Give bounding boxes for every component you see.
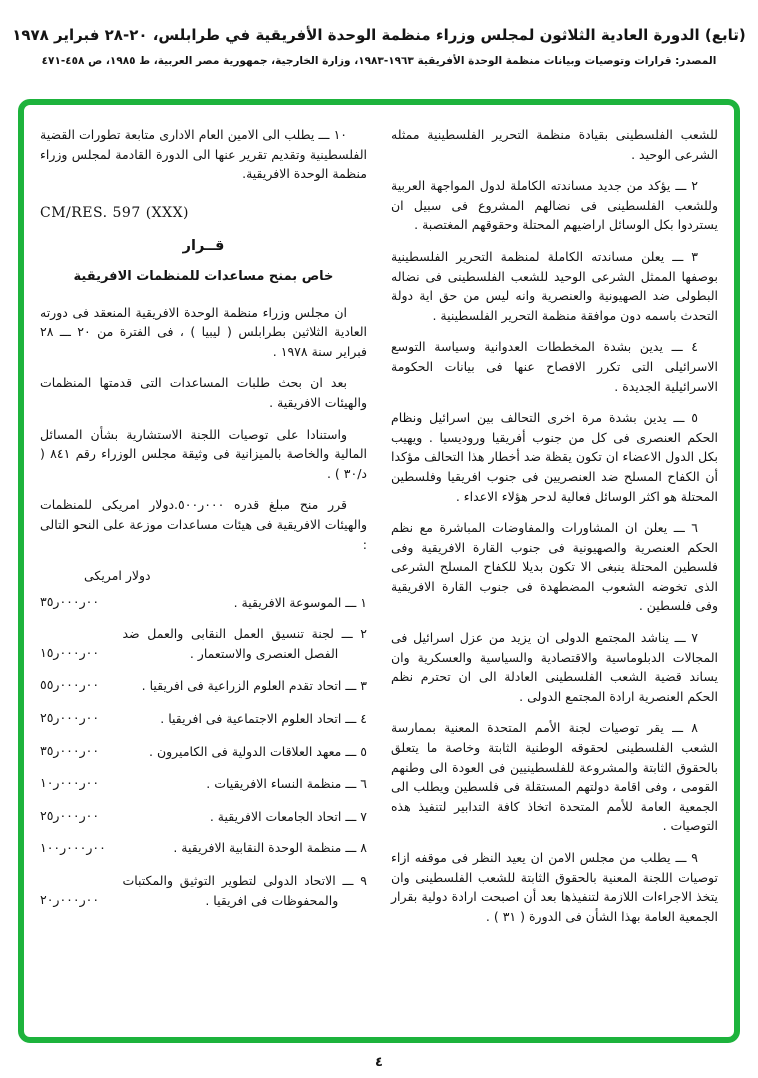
grant-label: ٥ ـــ معهد العلاقات الدولية فى الكاميرون . [149,743,367,759]
grant-label: ١ ـــ الموسوعة الافريقية . [233,594,367,610]
grant-amount: ١٠٠ر٠٠٠ر٠٠ [40,840,106,856]
left-column [40,125,367,1027]
grant-row [40,708,367,729]
paragraph-session: ان مجلس وزراء منظمة الوحدة الافريقية المنعقد فى دورته العادية الثلاثين بطرابلس ( ليبيا ) ، فى الفترة من ٢٠ ـــ ٢٨ فبراير سنة ١٩٧٨ . [40,304,368,359]
grant-row [40,624,367,663]
paragraph-basis: واستنادا على توصيات اللجنة الاستشارية بشأن المسائل المالية والخاصة بالميزانية فى وثيقة مجلس الوزراء رقم ٨٤١ ( د/٣٠ ) . [40,426,367,481]
grant-amount: ١٠ر٠٠٠ر٠٠ [40,775,100,791]
grant-label: ٢ ـــ لجنة تنسيق العمل النقابى والعمل ضد الفصل العنصرى والاستعمار . [122,626,367,661]
paragraph-10: ١٠ ـــ يطلب الى الامين العام الادارى متابعة تطورات القضية الفلسطينية وتقديم تقرير عنها الى الدورة القادمة لمجلس وزراء منظمة الوحدة الافريقية. [40,127,367,182]
two-column-layout [40,125,718,1027]
paragraph-2: ٢ ـــ يؤكد من جديد مساندته الكاملة لدول المواجهة العربية وللشعب الفلسطينى فى نضالهم المشروع فى سبيل ان يستردوا بكل الوسائل اراضيهم المحتلة وحقوقهم المغتصبة . [391,178,718,233]
right-column [391,125,718,1027]
page-header [0,26,758,67]
paragraph-6: ٦ ـــ يعلن ان المشاورات والمفاوضات المباشرة مع نظم الحكم العنصرية والصهيونية فى جنوب القارة الافريقية وفى فلسطين المحتلة ينبغى الا تكون بديلا للكفاح المسلح الشرعى الذى تخوضه الشعوب المضطهدة فى جنوب القارة الافريقية وفى فلسطين . [391,520,718,614]
grant-amount: ٣٥ر٠٠٠ر٠٠ [40,593,100,609]
paragraph-9: ٩ ـــ يطلب من مجلس الامن ان يعيد النظر فى موقفه ازاء توصيات اللجنة المعنية بالحقوق الثابتة للشعب الفلسطينى وان يتخذ الاجراءات اللازمة لتنفيذها بعد أن اصبحت ارادة دولية بقرار الجمعية العامة بهذا الشأن فى الدورة ( ٣١ ) . [391,850,718,924]
grant-total-post: .دولار امريكى للمنظمات والهيئات الافريقية فى هيئات مساعدات موزعة على النحو التالى : [40,497,367,552]
grant-amount: ٢٠ر٠٠٠ر٠٠ [40,891,100,907]
grant-label: ٧ ـــ اتحاد الجامعات الافريقية . [209,808,367,824]
grant-total-amount: ٥٠٠ر٠٠٠ [178,497,225,513]
grant-amount: ٥٥ر٠٠٠ر٠٠ [40,677,100,693]
grant-row [40,675,367,696]
grant-amount: ١٥ر٠٠٠ر٠٠ [40,644,100,660]
header-title: (تابع) الدورة العادية الثلاثون لمجلس وزراء منظمة الوحدة الأفريقية في طرابلس، ٢٠-٢٨ فبراير ١٩٧٨ [12,26,746,44]
grant-label: ٤ ـــ اتحاد العلوم الاجتماعية فى افريقيا . [160,711,367,727]
grant-total-pre: قرر منح مبلغ قدره [224,497,347,513]
grant-row [40,741,367,762]
grant-amount: ٢٥ر٠٠٠ر٠٠ [40,807,100,823]
paragraph-7: ٧ ـــ يناشد المجتمع الدولى ان يزيد من عزل اسرائيل فى المجالات الدبلوماسية والاقتصادية والسياسية والعسكرية وان يساند قضية الشعب الفلسطينى العادلة الى ان تحترم نظم الحكم العنصرية ارادة المجتمع الدولى . [391,630,718,704]
grant-label: ٩ ـــ الاتحاد الدولى لتطوير التوثيق والمكتبات والمحفوظات فى افريقيا . [122,873,367,908]
grant-label: ٦ ـــ منظمة النساء الافريقيات . [206,776,367,792]
page-number: ٤ [375,1055,383,1070]
grant-row [40,773,367,794]
grants-table [40,592,367,911]
paragraph-3: ٣ ـــ يعلن مساندته الكاملة لمنظمة التحرير الفلسطينية بوصفها الممثل الشرعى الوحيد للشعب الفلسطينى فى نضاله البطولى ضد الصهيونية والعنصرية وانه ليس من حق اية دولة التحدث باسمه دون موافقة منظمة التحرير الفلسطينية . [391,248,718,323]
paragraph-5: ٥ ـــ يدين بشدة مرة اخرى التحالف بين اسرائيل ونظام الحكم العنصرى فى كل من جنوب أفريقيا وروديسيا . ويهيب بكل الدول الاعضاء ان تكون يقظة ضد أخطار هذا التحالف مؤكدا أن الكفاح المسلح ضد العنصريين فى جنوب افريقيا وفلسطين المحتلة هو اكثر الوسائل فعالية لدحر هؤلاء الاعداء . [391,410,718,504]
grant-row [40,592,367,613]
paragraph-grant-total [40,495,367,554]
grant-amount: ٣٥ر٠٠٠ر٠٠ [40,742,100,758]
paragraph-8: ٨ ـــ يقر توصيات لجنة الأمم المتحدة المعنية بممارسة الشعب الفلسطينى لحقوقه الوطنية الثابتة وخاصة ما يتعلق بالحقوق الثابتة والمشروعة للفلسطينيين فى العودة الى وطنهم القومى ، وفى اقامة دولتهم المستقلة فى فلسطين ويطلب الى الجمعية العامة للأمم المتحدة اتخاذ كافة التدابير لتنفيذ هذه التوصيات . [391,720,718,834]
header-source-note: المصدر: قرارات وتوصيات وبيانات منظمة الوحدة الأفريقية ١٩٦٣-١٩٨٣، وزارة الخارجية، جمهورية مصر العربية، ط ١٩٨٥، ص ٤٥٨-٤٧١ [41,55,717,67]
grant-row [40,838,367,859]
grant-row [40,806,367,827]
resolution-title: قــرار [182,238,225,255]
paragraph-requests: بعد ان بحث طلبات المساعدات التى قدمتها المنظمات والهيئات الافريقية . [40,375,367,410]
paragraph-continuation: للشعب الفلسطينى بقيادة منظمة التحرير الفلسطينية ممثله الشرعى الوحيد . [391,127,718,162]
grant-row [40,871,367,910]
grant-label: ٨ ـــ منظمة الوحدة النقابية الافريقية . [173,840,367,856]
grant-label: ٣ ـــ اتحاد تقدم العلوم الزراعية فى افريقيا . [141,678,367,694]
resolution-subtitle: خاص بمنح مساعدات للمنظمات الافريقية [73,268,334,284]
resolution-code: CM/RES. 597 (XXX) [40,204,190,221]
grant-amount: ٢٥ر٠٠٠ر٠٠ [40,710,100,726]
paragraph-4: ٤ ـــ يدين بشدة المخططات العدوانية وسياسة التوسع الاسرائيلى التى تكرر الافصاح عنها فى بيانات الحكومة الاسرائيلية الجديدة . [391,339,718,394]
currency-column-header: دولار امريكى [84,568,151,584]
document-frame [18,99,740,1043]
